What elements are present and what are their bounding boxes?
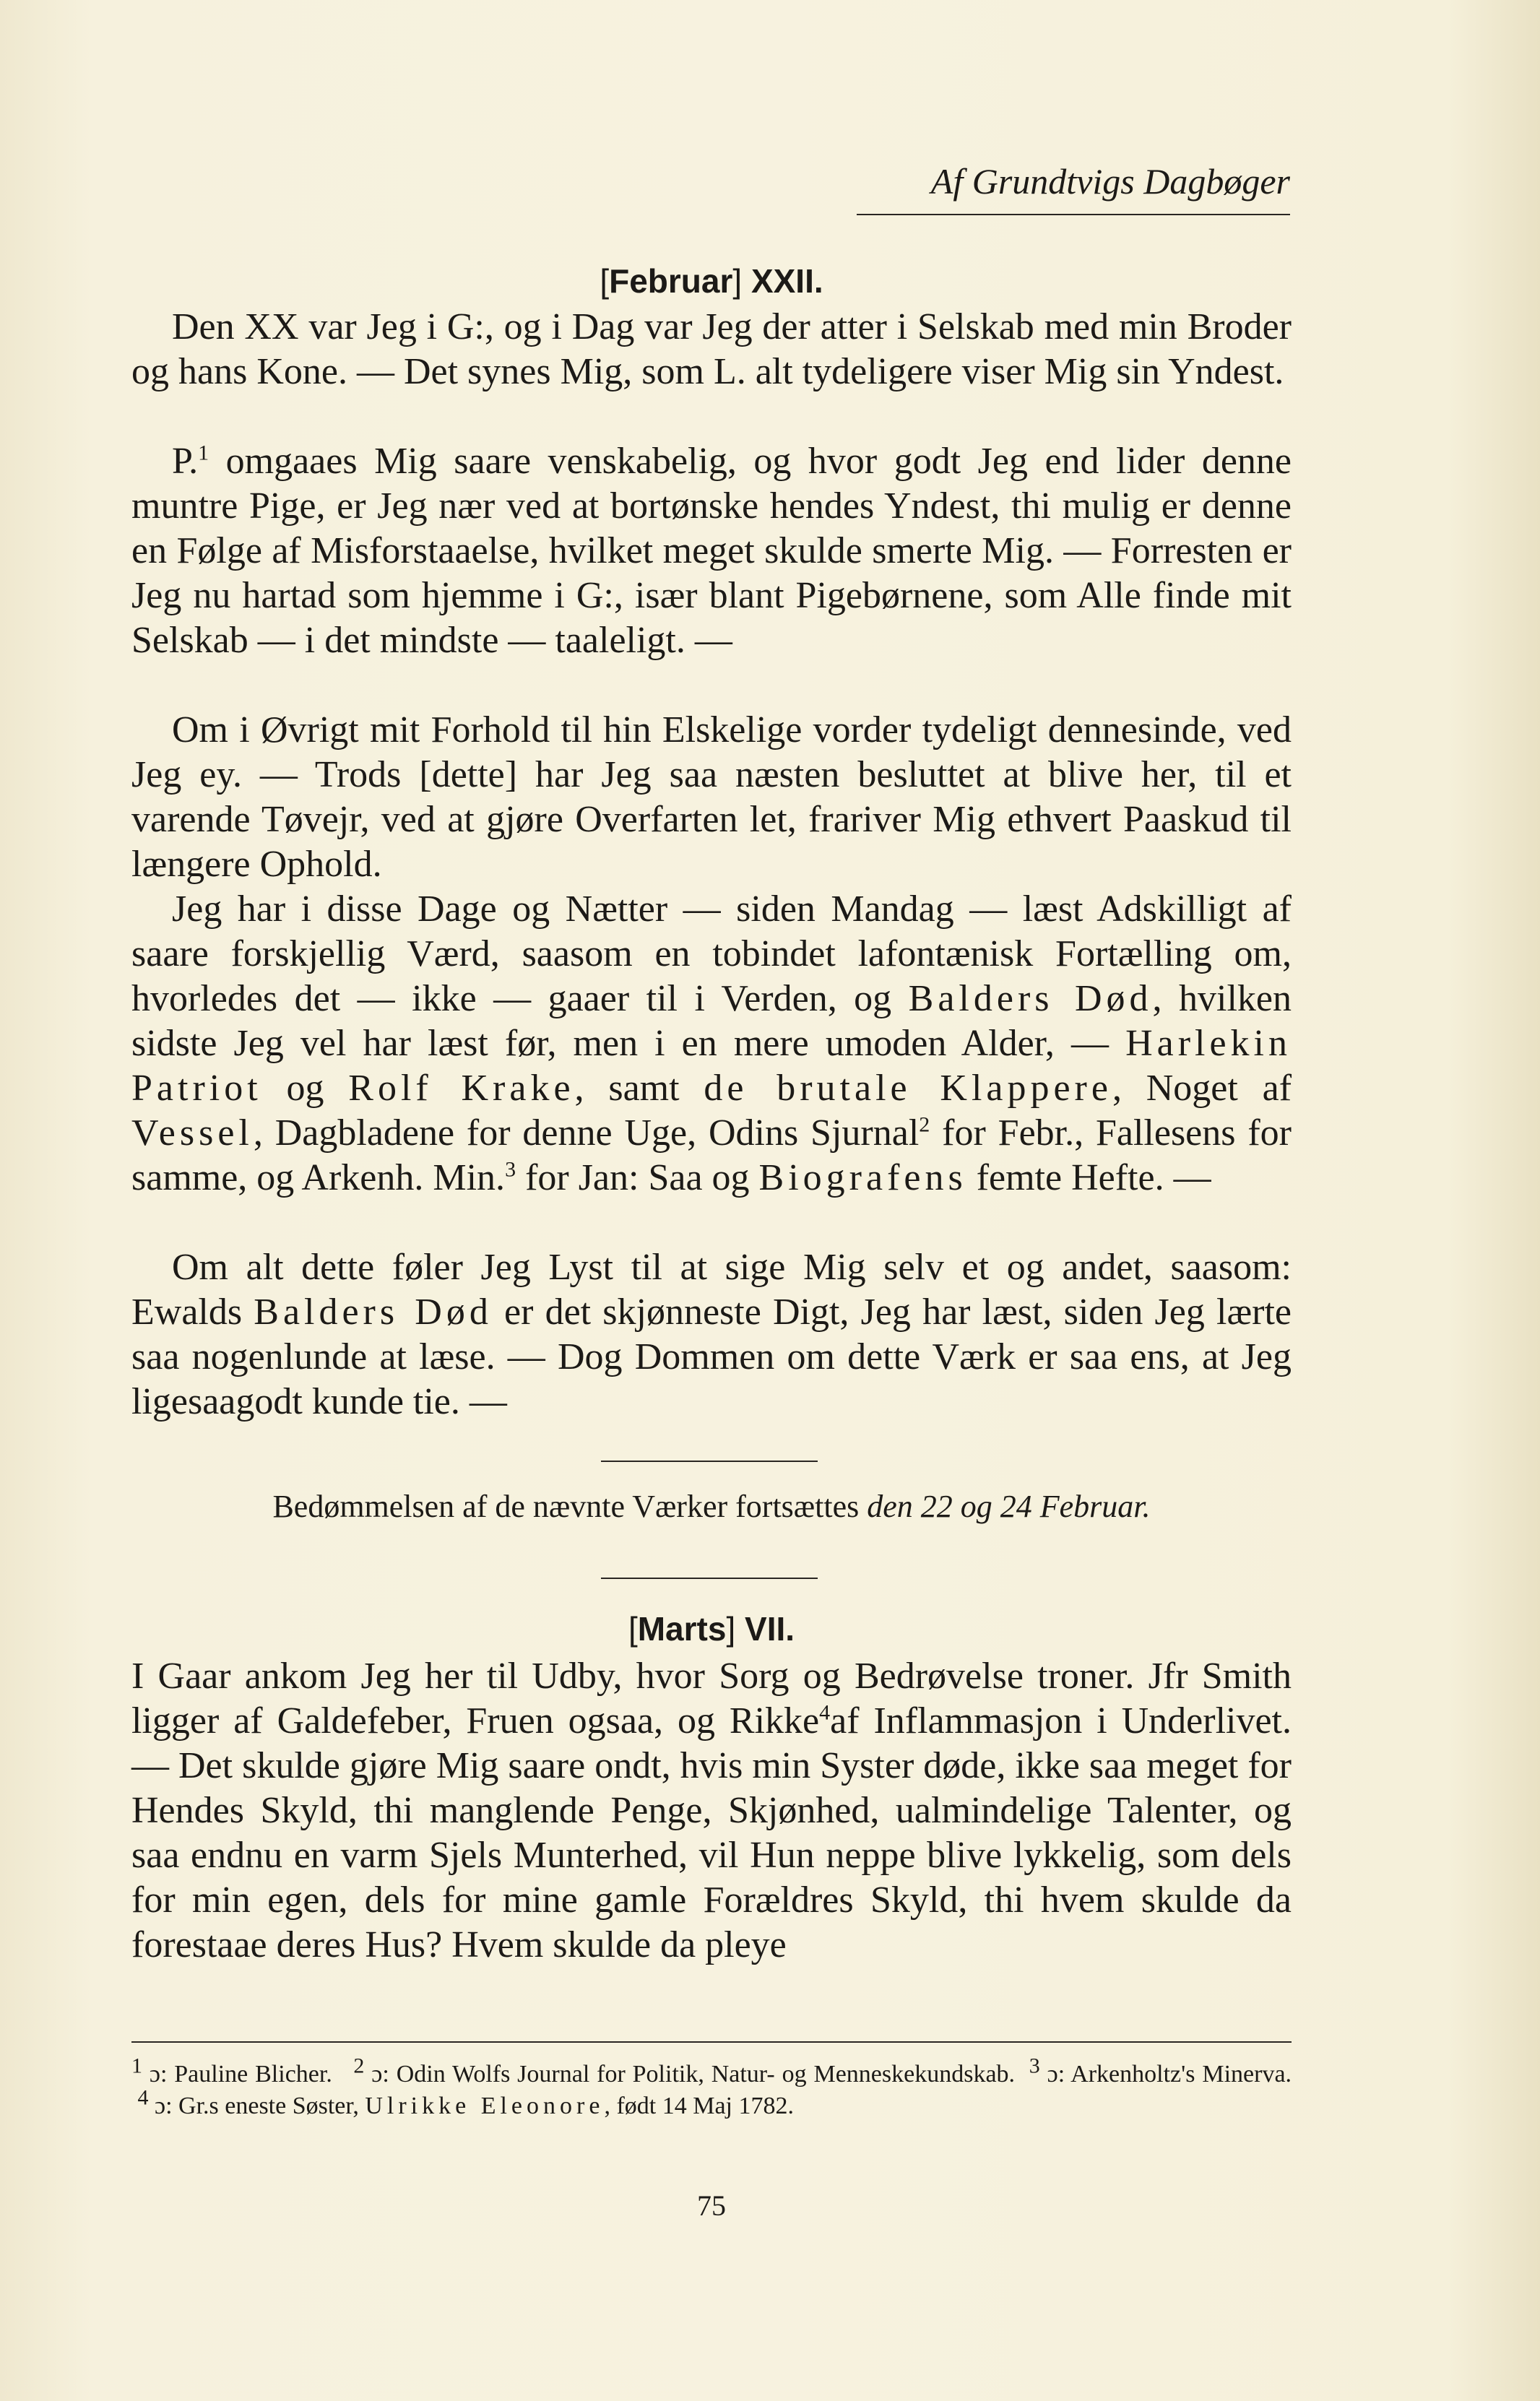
footnote-text: ɔ: Gr.s eneste Søster, [155,2093,359,2119]
reading-part9: femte Hefte. — [976,1157,1211,1198]
paragraph-2 [131,439,1292,663]
editor-note-italic: den 22 og 24 Februar. [867,1489,1151,1524]
editor-note-text: Bedømmelsen af de nævnte Værker fortsættes [272,1489,860,1524]
footnote-ref-1: 1 [198,441,209,465]
section-day-2: VII. [745,1610,795,1648]
reading-part8: for Jan: Saa og [525,1157,750,1198]
running-head: Af Grundtvigs Dagbøger [930,161,1290,202]
reading-part5: , Noget af [1112,1068,1292,1109]
section-day: XXII. [750,262,823,300]
page-number: 75 [697,2189,726,2222]
footnote-text: ɔ: Odin Wolfs Journal for Politik, Natur- og Menneskekundskab. [371,2061,1016,2088]
separator-rule-2 [601,1578,818,1579]
title-harlekin-patriot: Harlekin Patriot [131,1023,1292,1109]
opinion-part2: er det skjønneste Digt, Jeg har læst, siden Jeg lærte saa nogenlunde at læse. — Dog Dommen om dette Værk er saa ens, at Jeg ligesaagodt kunde tie. — [131,1292,1292,1422]
section-month: Februar [609,262,733,300]
footnote-mark: 3 [1029,2054,1040,2078]
separator-rule-1 [601,1461,818,1462]
footnote-mark: 1 [131,2054,142,2078]
section-heading-februar [131,261,1292,300]
p2-lead: P. [172,441,199,482]
footnote-rule [131,2041,1292,2043]
footnote-name-spaced: Ulrikke Eleonore [365,2093,605,2119]
section-month-2: Marts [637,1610,727,1648]
reading-part2: , hvilken sidste Jeg vel har læst før, men i en mere umoden Alder, — [131,978,1292,1064]
title-vessel: Vessel [131,1112,254,1154]
paragraph-reading [131,887,1292,1200]
paragraph-3: Om i Øvrigt mit Forhold til hin Elskelige vorder tydeligt dennesinde, ved Jeg ey. — Trods [dette] har Jeg saa næsten besluttet at blive her, til et varende Tøvejr, ved at gjøre Overfarten let, frariver Mig ethvert Paaskud til længere Ophold. [131,709,1292,885]
editor-note [131,1488,1292,1525]
p2-text: omgaaes Mig saare venskabelig, og hvor godt Jeg end lider denne muntre Pige, er Jeg nær ved at bortønske hendes Yndest, thi mulig er denne en Følge af Misforstaaelse, hvilket meget skulde smerte Mig. — Forresten er Jeg nu hartad som hjemme i G:, især blant Pigebørnene, som Alle finde mit Selskab — i det mindste — taaleligt. — [131,441,1292,661]
section-heading-marts [131,1609,1292,1648]
footnote-2 [353,2054,1016,2088]
reading-part1: Jeg har i disse Dage og Nætter — siden Mandag — læst Adskilligt af saare forskjellig Værd, saasom en tobindet lafontænisk Fortælling om, hvorledes det — ikke — gaaer til i Verden, og [131,888,1292,1019]
title-rolf-krake: Rolf Krake [348,1068,575,1109]
footnote-1 [131,2054,332,2088]
title-balders-dod-2: Balders Død [254,1292,493,1333]
bracket-close: ] [732,262,743,300]
footnote-tail: , født 14 Maj 1782. [604,2093,794,2119]
footnote-text: ɔ: Arkenholtz's Minerva. [1047,2061,1292,2088]
title-biografens: Biografens [758,1157,967,1198]
bracket-open: [ [600,262,610,300]
paragraph-1: Den XX var Jeg i G:, og i Dag var Jeg der atter i Selskab med min Broder og hans Kone. — Det synes Mig, som L. alt tydeligere viser Mig sin Yndest. [131,306,1292,392]
footnote-mark: 4 [137,2085,149,2110]
title-balders-dod: Balders Død [908,978,1153,1019]
paragraph-opinion [131,1245,1292,1424]
footnote-ref-4: 4 [819,1700,831,1725]
udby-part2: af Inflammasjon i Underlivet. — Det skulde gjøre Mig saare ondt, hvis min Syster døde, ikke saa meget for Hendes Skyld, thi manglende Penge, Skjønhed, ualmindelige Talenter, og saa endnu en varm Sjels Munterhed, vil Hun neppe blive lykkelig, som dels for min egen, dels for mine gamle Forældres Skyld, thi hvem skulde da forestaae deres Hus? Hvem skulde da pleye [131,1700,1292,1965]
reading-part3: og [286,1068,324,1109]
footnote-mark: 2 [353,2054,365,2078]
running-head-rule [857,214,1290,215]
udby-part1: I Gaar ankom Jeg her til Udby, hvor Sorg og Bedrøvelse troner. Jfr Smith ligger af Galdefeber, Fruen ogsaa, og Rikke [131,1656,1292,1742]
footnote-ref-2: 2 [919,1112,930,1137]
reading-part4: , samt [574,1068,680,1109]
paragraph-udby [131,1654,1292,1968]
footnote-text: ɔ: Pauline Blicher. [149,2061,332,2088]
bracket-open-2: [ [628,1610,638,1648]
title-de-brutale-klappere: de brutale Klappere [704,1068,1112,1109]
footnote-4 [137,2085,794,2119]
reading-part7: for Febr., Fallesens for samme, og Arkenh. Min. [131,1112,1292,1198]
footnote-3 [1029,2054,1292,2088]
footnote-ref-3: 3 [505,1157,516,1182]
reading-part6: , Dagbladene for denne Uge, Odins Sjurnal [253,1112,920,1154]
opinion-part1: Om alt dette føler Jeg Lyst til at sige Mig selv et og andet, saasom: Ewalds [131,1247,1292,1333]
footnotes [131,2054,1292,2122]
bracket-close-2: ] [726,1610,736,1648]
